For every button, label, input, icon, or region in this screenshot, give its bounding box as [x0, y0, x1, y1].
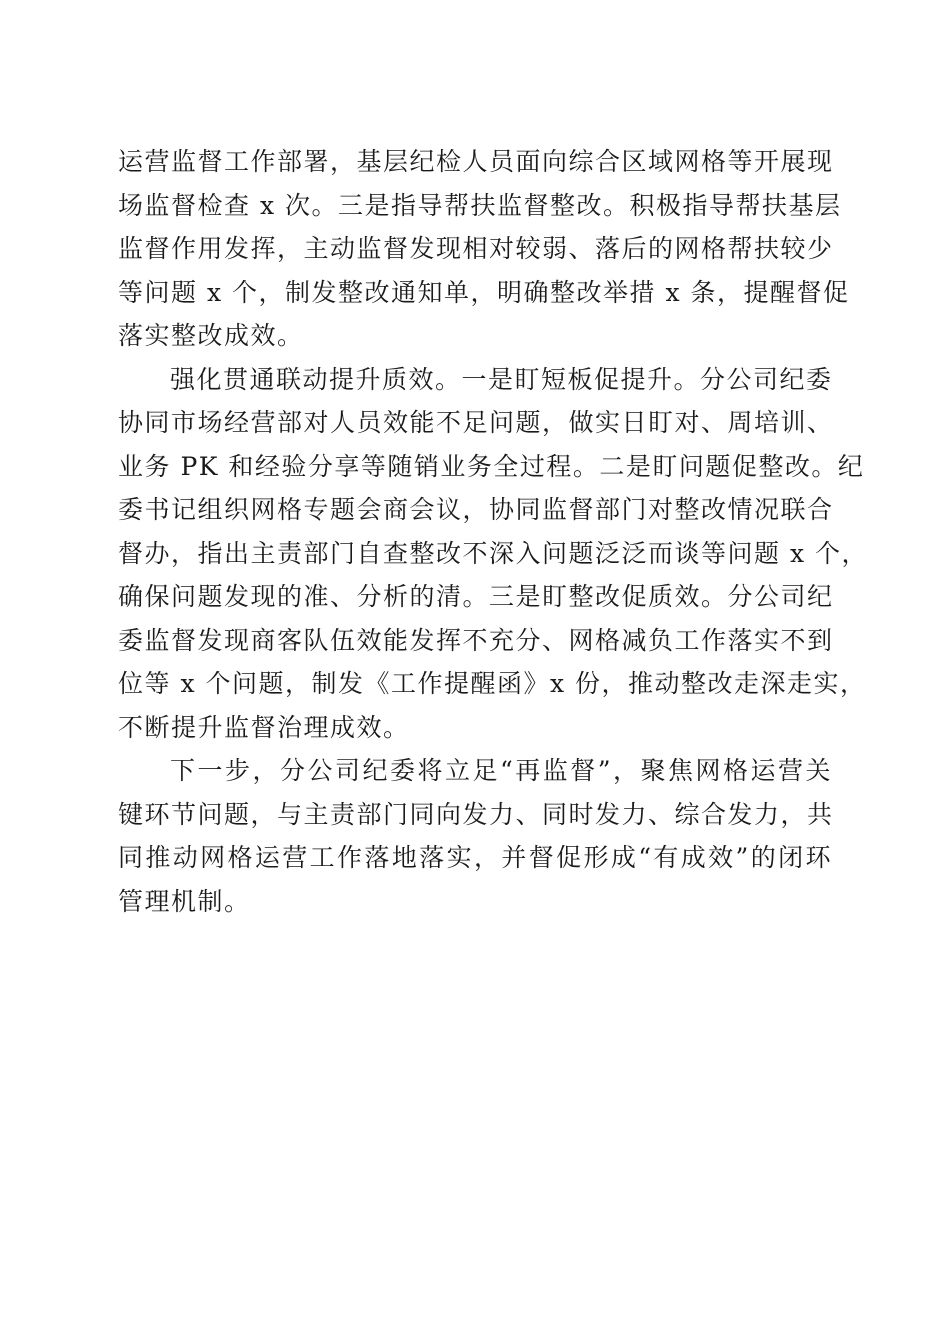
text-line: 监督作用发挥，主动监督发现相对较弱、落后的网格帮扶较少: [118, 234, 834, 263]
text-line: 位等 x 个问题，制发《工作提醒函》x 份，推动整改走深走实，: [118, 669, 867, 698]
text-line: 键环节问题，与主责部门同向发力、同时发力、综合发力，共: [118, 799, 834, 829]
text-line: 督办，指出主责部门自查整改不深入问题泛泛而谈等问题 x 个，: [118, 538, 868, 568]
text-line: 委监督发现商客队伍效能发挥不充分、网格减负工作落实不到: [118, 625, 834, 655]
text-line: 确保问题发现的准、分析的清。三是盯整改促质效。分公司纪: [118, 582, 834, 611]
text-line: 运营监督工作部署，基层纪检人员面向综合区域网格等开展现: [118, 147, 834, 176]
text-line: 同推动网格运营工作落地落实，并督促形成“有成效”的闭环: [118, 843, 832, 872]
text-line: 场监督检查 x 次。三是指导帮扶监督整改。积极指导帮扶基层: [118, 190, 842, 220]
text-line: 下一步，分公司纪委将立足“再监督”，聚焦网格运营关: [170, 756, 832, 785]
document-body: [118, 140, 868, 923]
text-line: 委书记组织网格专题会商会议，协同监督部门对整改情况联合: [118, 495, 834, 524]
text-line: 等问题 x 个，制发整改通知单，明确整改举措 x 条，提醒督促: [118, 277, 850, 307]
text-line: 管理机制。: [118, 886, 251, 916]
text-line: 强化贯通联动提升质效。一是盯短板促提升。分公司纪委: [170, 364, 833, 394]
text-line: 落实整改成效。: [118, 321, 304, 350]
text-line: 协同市场经营部对人员效能不足问题，做实日盯对、周培训、: [118, 408, 834, 437]
text-line: 不断提升监督治理成效。: [118, 712, 410, 742]
text-line: 业务 PK 和经验分享等随销业务全过程。二是盯问题促整改。纪: [118, 451, 865, 481]
